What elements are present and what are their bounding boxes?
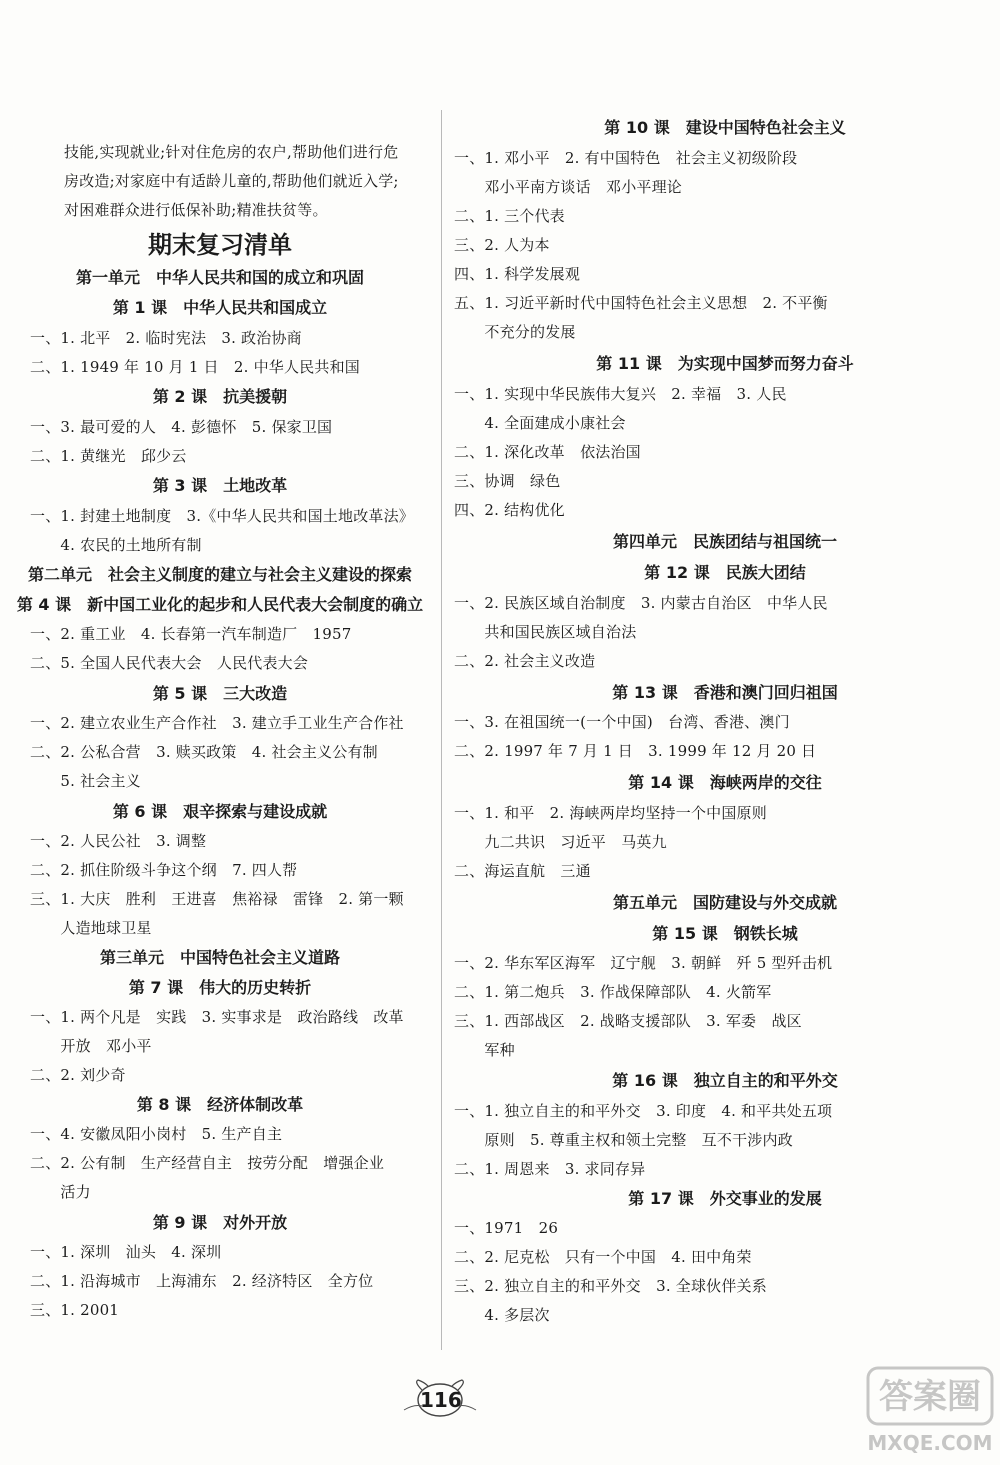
lesson-heading: 第 17 课 外交事业的发展 <box>628 1189 822 1208</box>
lesson-heading: 第 16 课 独立自主的和平外交 <box>612 1071 838 1090</box>
answer-line: 一、2. 重工业 4. 长春第一汽车制造厂 1957 <box>30 625 352 643</box>
lesson-heading: 第 3 课 土地改革 <box>152 476 288 495</box>
answer-line: 二、2. 公有制 生产经营自主 按劳分配 增强企业 <box>30 1154 385 1172</box>
answer-line: 五、1. 习近平新时代中国特色社会主义思想 2. 不平衡 <box>454 294 828 312</box>
answer-line: 二、1. 深化改革 依法治国 <box>454 443 641 461</box>
lesson-heading: 第 9 课 对外开放 <box>152 1213 288 1232</box>
lesson-heading: 第 7 课 伟大的历史转折 <box>128 978 312 997</box>
lesson-heading: 第 1 课 中华人民共和国成立 <box>112 298 328 317</box>
answer-line: 一、2. 人民公社 3. 调整 <box>30 832 207 850</box>
intro-line: 对困难群众进行低保补助;精准扶贫等。 <box>64 201 328 219</box>
answer-line: 四、1. 科学发展观 <box>454 265 581 283</box>
answer-line: 二、1. 周恩来 3. 求同存异 <box>454 1160 646 1178</box>
answer-line: 一、1. 邓小平 2. 有中国特色 社会主义初级阶段 <box>454 149 798 167</box>
answer-line: 一、2. 民族区域自治制度 3. 内蒙古自治区 中华人民 <box>454 594 828 612</box>
answer-line: 二、1. 1949 年 10 月 1 日 2. 中华人民共和国 <box>30 358 361 376</box>
answer-line: 一、1. 深圳 汕头 4. 深圳 <box>30 1243 222 1261</box>
lesson-heading: 第 14 课 海峡两岸的交往 <box>628 773 822 792</box>
answer-line: 二、1. 沿海城市 上海浦东 2. 经济特区 全方位 <box>30 1272 374 1290</box>
answer-line: 开放 邓小平 <box>30 1037 152 1055</box>
intro-line: 技能,实现就业;针对住危房的农户,帮助他们进行危 <box>64 143 399 161</box>
lesson-heading: 第 2 课 抗美援朝 <box>152 387 288 406</box>
lesson-heading: 第 8 课 经济体制改革 <box>136 1095 304 1114</box>
answer-line: 二、2. 刘少奇 <box>30 1066 126 1084</box>
answer-line: 共和国民族区域自治法 <box>454 623 637 641</box>
answer-line: 二、海运直航 三通 <box>454 862 591 880</box>
column-divider <box>441 110 442 1350</box>
answer-line: 一、3. 最可爱的人 4. 彭德怀 5. 保家卫国 <box>30 418 333 436</box>
page-number: 116 <box>420 1388 462 1412</box>
watermark-url: MXQE.COM <box>867 1431 993 1455</box>
answer-line: 一、3. 在祖国统一(一个中国) 台湾、香港、澳门 <box>454 713 790 731</box>
lesson-heading: 第 10 课 建设中国特色社会主义 <box>604 118 846 137</box>
answer-line: 4. 多层次 <box>454 1306 550 1324</box>
answer-line: 三、1. 2001 <box>30 1301 120 1319</box>
answer-line: 二、5. 全国人民代表大会 人民代表大会 <box>30 654 309 672</box>
answer-line: 二、2. 1997 年 7 月 1 日 3. 1999 年 12 月 20 日 <box>454 742 817 760</box>
answer-line: 一、1. 北平 2. 临时宪法 3. 政治协商 <box>30 329 302 347</box>
answer-line: 4. 全面建成小康社会 <box>454 414 626 432</box>
lesson-heading: 第 4 课 新中国工业化的起步和人民代表大会制度的确立 <box>16 595 424 614</box>
lesson-heading: 第 15 课 钢铁长城 <box>652 924 798 943</box>
answer-line: 5. 社会主义 <box>30 772 141 790</box>
unit-heading: 第三单元 中国特色社会主义道路 <box>99 948 340 967</box>
unit-heading: 第五单元 国防建设与外交成就 <box>612 893 837 912</box>
watermark-title: 答案圈 <box>879 1377 981 1417</box>
answer-line: 4. 农民的土地所有制 <box>30 536 202 554</box>
watermark-logo-icon <box>860 1362 1000 1461</box>
answer-line: 三、1. 大庆 胜利 王进喜 焦裕禄 雷锋 2. 第一颗 <box>30 890 404 908</box>
answer-line: 二、1. 黄继光 邱少云 <box>30 447 187 465</box>
answer-line: 二、2. 抓住阶级斗争这个纲 7. 四人帮 <box>30 861 298 879</box>
answer-line: 四、2. 结构优化 <box>454 501 565 519</box>
lesson-heading: 第 12 课 民族大团结 <box>644 563 806 582</box>
answer-line: 活力 <box>30 1183 91 1201</box>
answer-line: 一、4. 安徽凤阳小岗村 5. 生产自主 <box>30 1125 283 1143</box>
answer-line: 一、1. 和平 2. 海峡两岸均坚持一个中国原则 <box>454 804 767 822</box>
lesson-heading: 第 13 课 香港和澳门回归祖国 <box>612 683 838 702</box>
answer-line: 三、1. 西部战区 2. 战略支援部队 3. 军委 战区 <box>454 1012 802 1030</box>
site-watermark <box>860 1362 1000 1461</box>
answer-line: 二、2. 社会主义改造 <box>454 652 596 670</box>
answer-line: 一、1. 独立自主的和平外交 3. 印度 4. 和平共处五项 <box>454 1102 833 1120</box>
answer-line: 一、2. 华东军区海军 辽宁舰 3. 朝鲜 歼 5 型歼击机 <box>454 954 833 972</box>
unit-heading: 第一单元 中华人民共和国的成立和巩固 <box>75 268 364 287</box>
lesson-heading: 第 6 课 艰辛探索与建设成就 <box>112 802 328 821</box>
answer-line: 一、1. 实现中华民族伟大复兴 2. 幸福 3. 人民 <box>454 385 787 403</box>
intro-line: 房改造;对家庭中有适龄儿童的,帮助他们就近入学; <box>64 172 399 190</box>
answer-line: 一、1. 封建土地制度 3.《中华人民共和国土地改革法》 <box>30 507 414 525</box>
page-title: 期末复习清单 <box>148 231 292 259</box>
lesson-heading: 第 11 课 为实现中国梦而努力奋斗 <box>596 354 854 373</box>
answer-line: 九二共识 习近平 马英九 <box>454 833 667 851</box>
answer-line: 二、1. 三个代表 <box>454 207 565 225</box>
page-footer <box>400 1378 480 1422</box>
unit-heading: 第二单元 社会主义制度的建立与社会主义建设的探索 <box>27 565 412 584</box>
answer-line: 人造地球卫星 <box>30 919 152 937</box>
answer-line: 二、2. 公私合营 3. 赎买政策 4. 社会主义公有制 <box>30 743 378 761</box>
answer-line: 一、2. 建立农业生产合作社 3. 建立手工业生产合作社 <box>30 714 404 732</box>
answer-line: 一、1971 26 <box>454 1219 559 1237</box>
answer-line: 三、2. 人为本 <box>454 236 550 254</box>
answer-line: 军种 <box>454 1041 515 1059</box>
answer-line: 二、1. 第二炮兵 3. 作战保障部队 4. 火箭军 <box>454 983 772 1001</box>
answer-line: 三、协调 绿色 <box>454 472 561 490</box>
answer-line: 一、1. 两个凡是 实践 3. 实事求是 政治路线 改革 <box>30 1008 404 1026</box>
answer-line: 邓小平南方谈话 邓小平理论 <box>454 178 683 196</box>
answer-line: 不充分的发展 <box>454 323 576 341</box>
answer-line: 原则 5. 尊重主权和领土完整 互不干涉内政 <box>454 1131 793 1149</box>
lesson-heading: 第 5 课 三大改造 <box>152 684 288 703</box>
answer-line: 二、2. 尼克松 只有一个中国 4. 田中角荣 <box>454 1248 752 1266</box>
unit-heading: 第四单元 民族团结与祖国统一 <box>612 532 837 551</box>
answer-line: 三、2. 独立自主的和平外交 3. 全球伙伴关系 <box>454 1277 767 1295</box>
